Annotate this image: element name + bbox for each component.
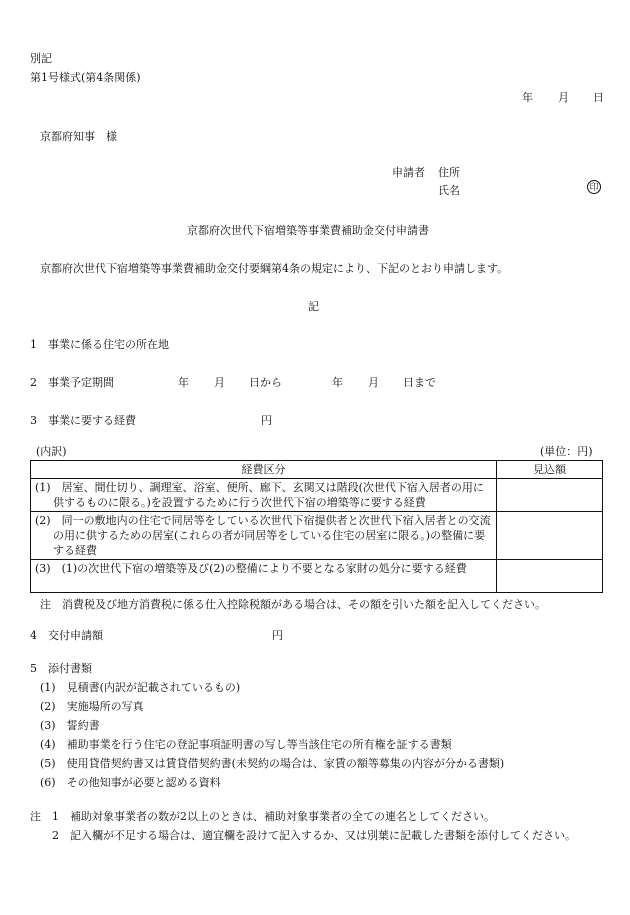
address-label: 住所 xyxy=(438,166,460,179)
item-2-label: 2 事業予定期間 xyxy=(30,376,114,389)
expense-category-1: (1) 居室、間仕切り、調理室、浴室、便所、廊下、玄関又は階段(次世代下宿入居者の用に供するものに限る。)を設置するために行う次世代下宿の増築等に要する経費 xyxy=(35,481,484,509)
intro-text: 京都府次世代下宿増築等事業費補助金交付要綱第4条の規定により、下記のとおり申請します。 xyxy=(40,262,509,275)
note-2: 2 記入欄が不足する場合は、適宜欄を設けて記入するか、又は別葉に記載した書類を添付してください。 xyxy=(52,829,576,842)
item-2-day-to: 日まで xyxy=(403,376,436,389)
table-row xyxy=(31,560,603,593)
breakdown-label: (内訳) xyxy=(36,445,67,458)
ki-label: 記 xyxy=(308,300,319,313)
item-2-day-from: 日から xyxy=(249,376,282,389)
amount-cell-3[interactable] xyxy=(497,560,603,593)
attachment-item: (2) 実施場所の写真 xyxy=(40,700,144,713)
attachment-item: (3) 誓約書 xyxy=(40,719,100,732)
form-number: 第1号様式(第4条関係) xyxy=(30,71,141,84)
unit-label: (単位：円) xyxy=(540,445,593,458)
col-header-amount: 見込額 xyxy=(497,461,603,479)
table-header-row xyxy=(31,461,603,479)
attachment-item: (1) 見積書(内訳が記載されているもの) xyxy=(40,681,241,694)
table-note: 注 消費税及び地方消費税に係る仕入控除税額がある場合は、その額を引いた額を記入してください。 xyxy=(40,598,546,611)
annex-label: 別記 xyxy=(30,52,52,65)
expense-category-3: (3) (1)の次世代下宿の増築等及び(2)の整備により不要となる家財の処分に要する経費 xyxy=(35,562,467,575)
item-4-yen: 円 xyxy=(272,629,283,642)
addressee: 京都府知事 様 xyxy=(40,130,117,143)
attachment-item: (5) 使用貸借契約書又は賃貸借契約書(未契約の場合は、家賃の額等募集の内容が分かる書類) xyxy=(40,757,505,770)
expense-table xyxy=(30,460,603,593)
table-row xyxy=(31,479,603,512)
table-row xyxy=(31,512,603,560)
notes-prefix: 注 xyxy=(30,810,41,823)
item-5-label: 5 添付書類 xyxy=(30,662,92,675)
name-label: 氏名 xyxy=(438,184,460,197)
item-4-label: 4 交付申請額 xyxy=(30,629,103,642)
item-3-label: 3 事業に要する経費 xyxy=(30,414,136,427)
amount-cell-2[interactable] xyxy=(497,512,603,560)
col-header-category: 経費区分 xyxy=(31,461,497,479)
applicant-label: 申請者 xyxy=(392,166,425,179)
item-2-year-start: 年 xyxy=(178,376,189,389)
item-3-yen: 円 xyxy=(261,414,272,427)
date-month-label: 月 xyxy=(558,91,569,104)
date-year-label: 年 xyxy=(522,91,533,104)
attachment-item: (4) 補助事業を行う住宅の登記事項証明書の写し等当該住宅の所有権を証する書類 xyxy=(40,738,452,751)
note-1: 1 補助対象事業者の数が2以上のときは、補助対象事業者の全ての連名としてください。 xyxy=(52,810,495,823)
item-1-location: 1 事業に係る住宅の所在地 xyxy=(30,338,169,351)
amount-cell-1[interactable] xyxy=(497,479,603,512)
item-2-month-start: 月 xyxy=(214,376,225,389)
expense-category-2: (2) 同一の敷地内の住宅で同居等をしている次世代下宿提供者と次世代下宿入居者との交流の用に供するための居室(これらの者が同居等をしている住宅の居室に限る。)の整備に要する経費 xyxy=(35,514,491,557)
item-2-month-end: 月 xyxy=(368,376,379,389)
seal-mark: 印 xyxy=(587,180,601,194)
item-2-year-end: 年 xyxy=(332,376,343,389)
attachment-item: (6) その他知事が必要と認める資料 xyxy=(40,776,221,789)
document-title: 京都府次世代下宿増築等事業費補助金交付申請書 xyxy=(187,224,429,237)
date-day-label: 日 xyxy=(593,91,604,104)
